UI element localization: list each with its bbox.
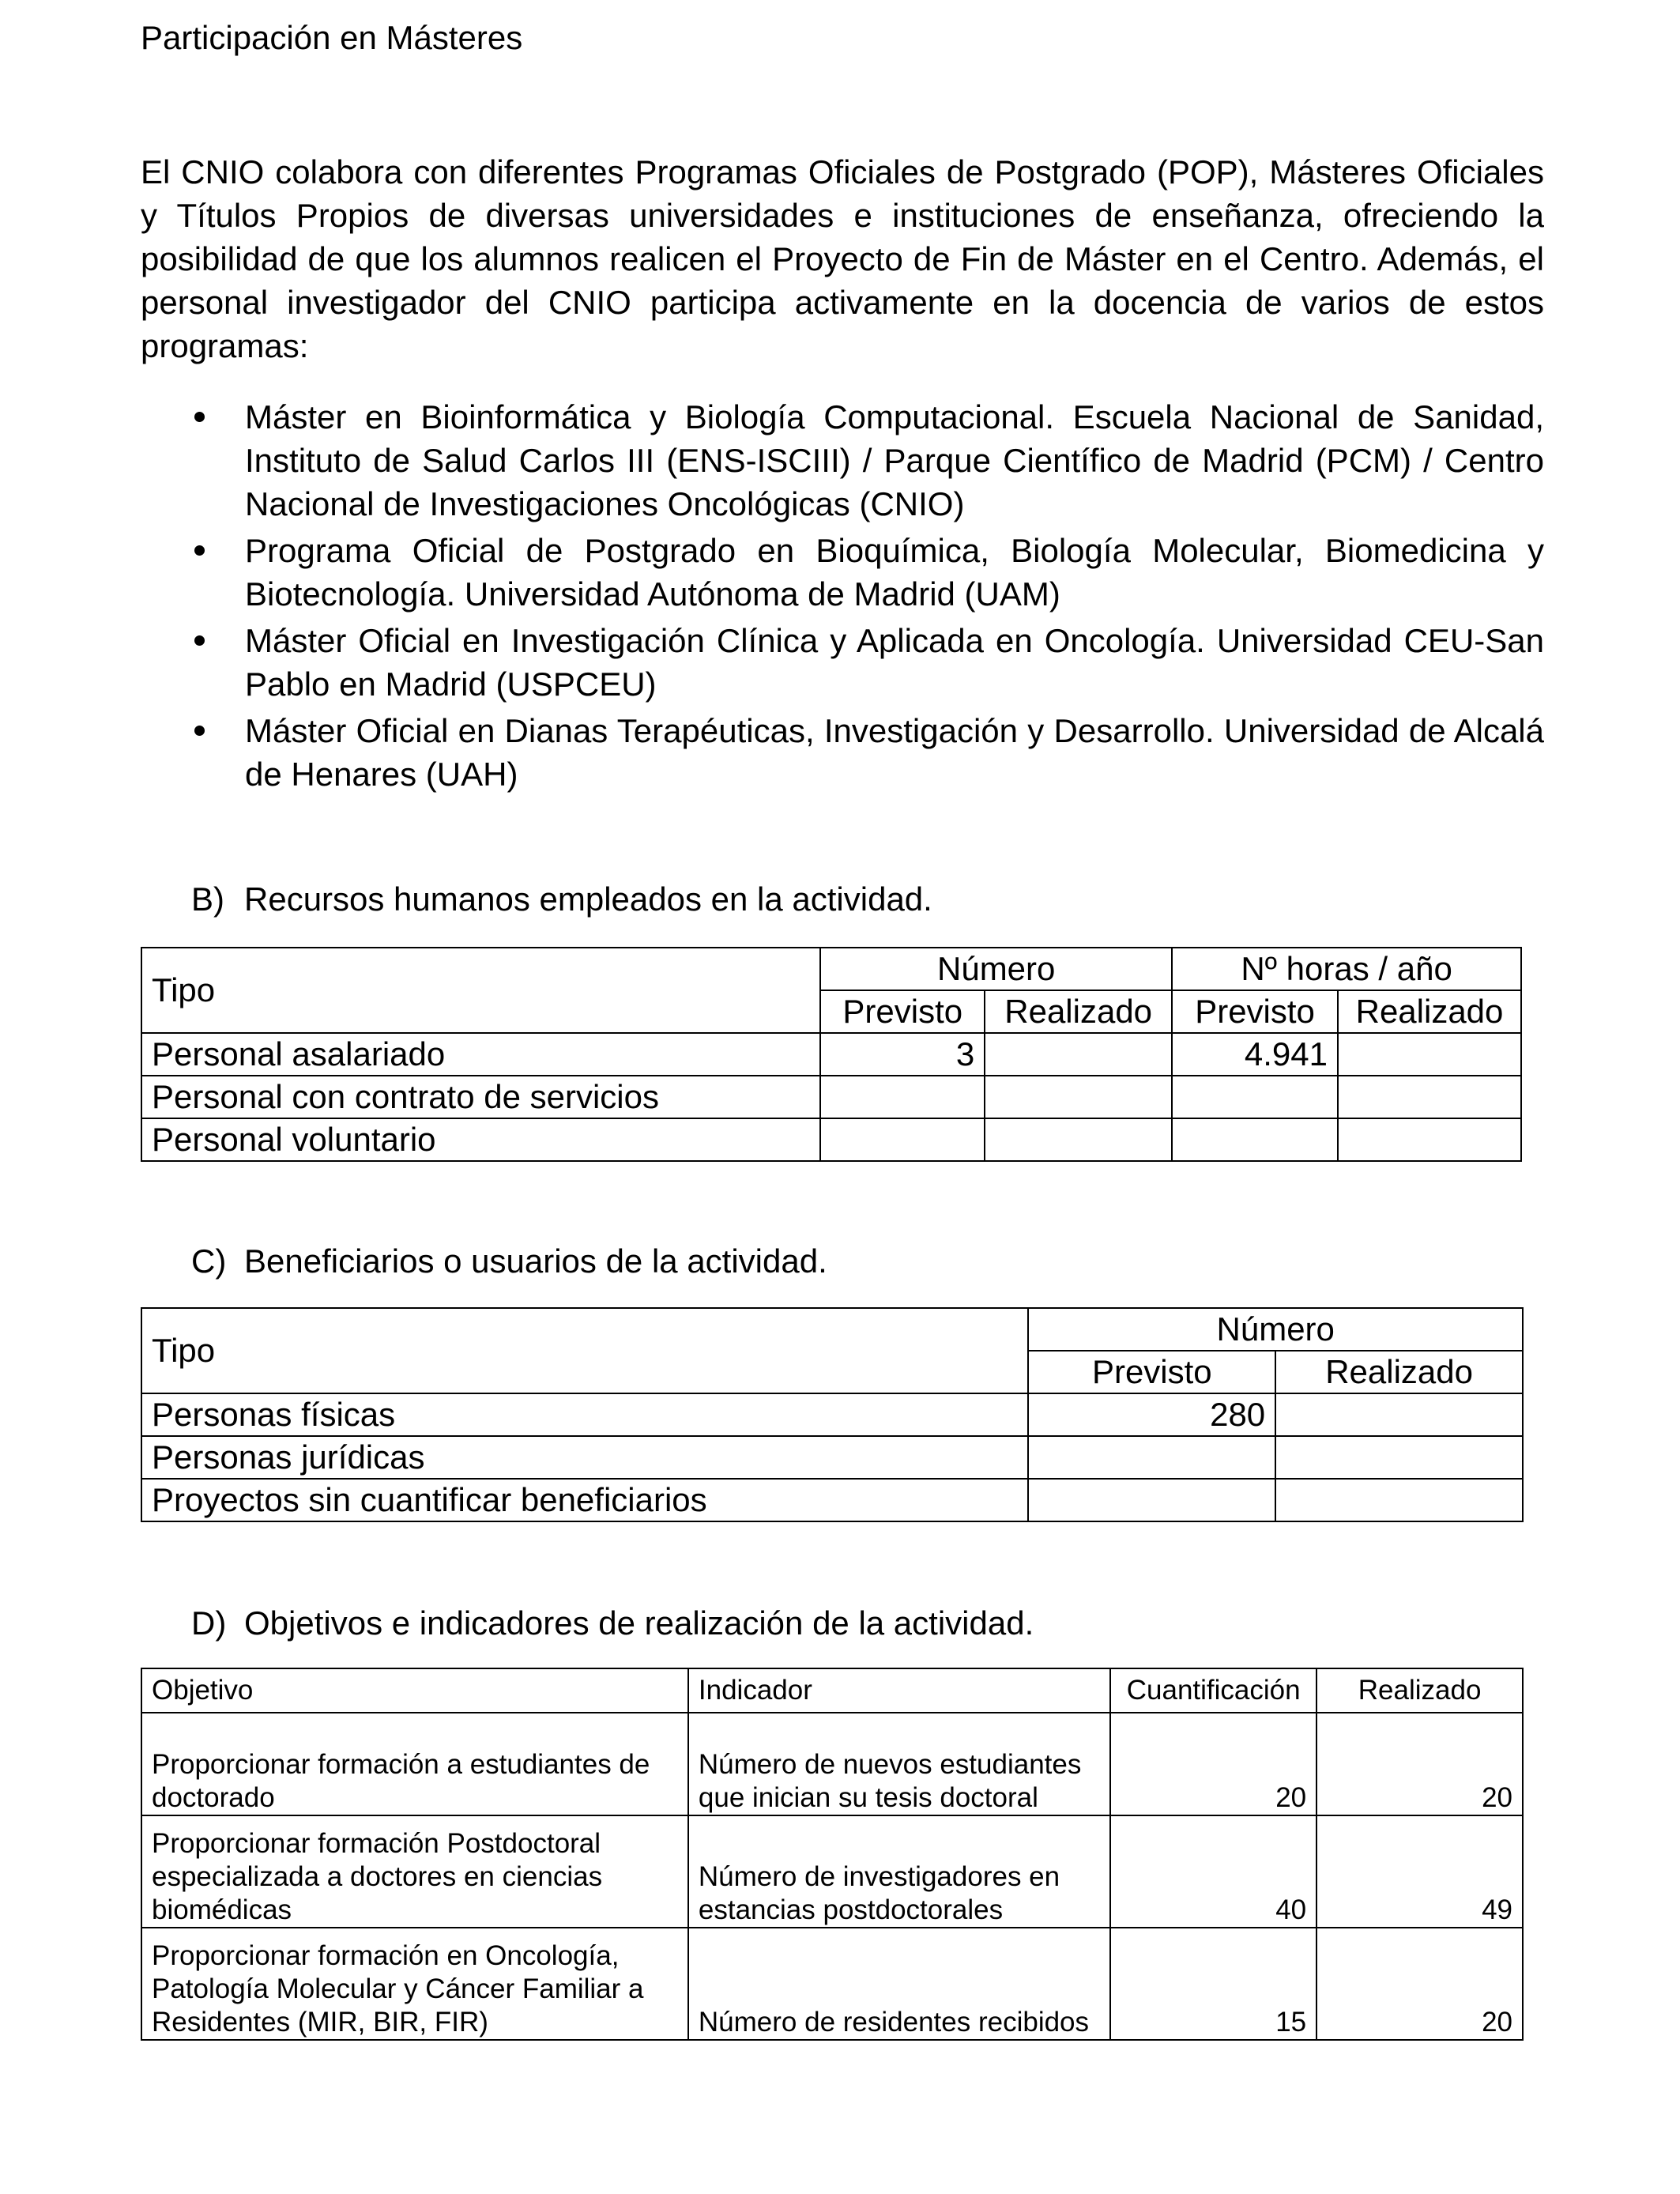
cell-horas-realizado — [1338, 1118, 1521, 1161]
program-text: Máster Oficial en Investigación Clínica y Aplicada en Oncología. Universidad CEU-San Pablo en Madrid (USPCEU) — [245, 622, 1544, 703]
cell-num-realizado — [985, 1118, 1172, 1161]
table-header-cuantificacion: Cuantificación — [1110, 1668, 1317, 1713]
section-letter: D) — [191, 1604, 227, 1642]
table-header-numero: Número — [1028, 1308, 1523, 1351]
table-header-realizado: Realizado — [1275, 1351, 1523, 1393]
table-header-realizado: Realizado — [1317, 1668, 1523, 1713]
list-item — [141, 619, 1544, 706]
table-row — [141, 1393, 1523, 1436]
cell-num-realizado — [985, 1033, 1172, 1076]
cell-horas-previsto — [1172, 1076, 1338, 1118]
table-header-previsto: Previsto — [1172, 990, 1338, 1033]
section-b-title — [191, 877, 932, 922]
program-list — [141, 395, 1544, 799]
human-resources-table — [141, 947, 1522, 1162]
section-c-title — [191, 1239, 827, 1284]
table-header-realizado: Realizado — [1338, 990, 1521, 1033]
cell-realizado: 49 — [1317, 1815, 1523, 1928]
table-row — [141, 1815, 1523, 1928]
table-row — [141, 1118, 1521, 1161]
table-row — [141, 1436, 1523, 1479]
table-header-tipo: Tipo — [141, 948, 820, 1033]
cell-realizado — [1275, 1393, 1523, 1436]
section-letter: B) — [191, 880, 224, 918]
section-title-text: Objetivos e indicadores de realización de la actividad. — [244, 1604, 1034, 1642]
cell-horas-previsto — [1172, 1118, 1338, 1161]
cell-horas-realizado — [1338, 1033, 1521, 1076]
table-header-tipo: Tipo — [141, 1308, 1028, 1393]
cell-indicador: Número de investigadores en estancias postdoctorales — [688, 1815, 1110, 1928]
page-heading: Participación en Másteres — [141, 19, 523, 56]
program-text: Máster Oficial en Dianas Terapéuticas, Investigación y Desarrollo. Universidad de Alcalá de Henares (UAH) — [245, 712, 1544, 793]
table-header-objetivo: Objetivo — [141, 1668, 688, 1713]
table-row — [141, 1033, 1521, 1076]
table-row — [141, 1076, 1521, 1118]
cell-tipo: Personal asalariado — [141, 1033, 820, 1076]
cell-previsto — [1028, 1479, 1275, 1521]
section-title-text: Recursos humanos empleados en la actividad. — [244, 880, 932, 918]
objectives-table — [141, 1668, 1524, 2041]
cell-realizado — [1275, 1436, 1523, 1479]
cell-indicador: Número de nuevos estudiantes que inician su tesis doctoral — [688, 1713, 1110, 1815]
section-letter: C) — [191, 1242, 227, 1280]
table-header-indicador: Indicador — [688, 1668, 1110, 1713]
cell-num-realizado — [985, 1076, 1172, 1118]
cell-cuantificacion: 15 — [1110, 1928, 1317, 2040]
cell-cuantificacion: 40 — [1110, 1815, 1317, 1928]
bullet-icon — [194, 412, 205, 422]
cell-num-previsto — [820, 1118, 985, 1161]
cell-realizado: 20 — [1317, 1713, 1523, 1815]
beneficiaries-table — [141, 1307, 1524, 1522]
cell-num-previsto: 3 — [820, 1033, 985, 1076]
cell-tipo: Proyectos sin cuantificar beneficiarios — [141, 1479, 1028, 1521]
intro-paragraph: El CNIO colabora con diferentes Programas Oficiales de Postgrado (POP), Másteres Oficiales y Títulos Propios de diversas universidades e instituciones de enseñanza, ofreciendo la posibilidad de que los alumnos realicen el Proyecto de Fin de Máster en el Centro. Además, el personal investigador del CNIO participa activamente en la docencia de varios de estos programas: — [141, 153, 1544, 364]
table-row — [141, 1928, 1523, 2040]
cell-objetivo: Proporcionar formación en Oncología, Patología Molecular y Cáncer Familiar a Residentes (MIR, BIR, FIR) — [141, 1928, 688, 2040]
section-title-text: Beneficiarios o usuarios de la actividad. — [244, 1242, 827, 1280]
section-d-title — [191, 1601, 1034, 1646]
list-item — [141, 529, 1544, 616]
table-row — [141, 1479, 1523, 1521]
list-item — [141, 395, 1544, 526]
cell-tipo: Personas jurídicas — [141, 1436, 1028, 1479]
table-header-numero: Número — [820, 948, 1172, 990]
cell-objetivo: Proporcionar formación a estudiantes de doctorado — [141, 1713, 688, 1815]
table-header-previsto: Previsto — [820, 990, 985, 1033]
bullet-icon — [194, 635, 205, 646]
program-text: Máster en Bioinformática y Biología Computacional. Escuela Nacional de Sanidad, Instituto de Salud Carlos III (ENS-ISCIII) / Parque Científico de Madrid (PCM) / Centro Nacional de Investigaciones Oncológicas (CNIO) — [245, 398, 1544, 522]
cell-previsto — [1028, 1436, 1275, 1479]
cell-previsto: 280 — [1028, 1393, 1275, 1436]
cell-indicador: Número de residentes recibidos — [688, 1928, 1110, 2040]
cell-realizado — [1275, 1479, 1523, 1521]
program-text: Programa Oficial de Postgrado en Bioquímica, Biología Molecular, Biomedicina y Biotecnología. Universidad Autónoma de Madrid (UAM) — [245, 532, 1544, 613]
cell-cuantificacion: 20 — [1110, 1713, 1317, 1815]
table-row — [141, 1713, 1523, 1815]
cell-tipo: Personal voluntario — [141, 1118, 820, 1161]
list-item — [141, 709, 1544, 796]
bullet-icon — [194, 726, 205, 736]
cell-horas-realizado — [1338, 1076, 1521, 1118]
table-header-horas: Nº horas / año — [1172, 948, 1521, 990]
bullet-icon — [194, 545, 205, 556]
cell-num-previsto — [820, 1076, 985, 1118]
table-header-previsto: Previsto — [1028, 1351, 1275, 1393]
cell-horas-previsto: 4.941 — [1172, 1033, 1338, 1076]
cell-objetivo: Proporcionar formación Postdoctoral especializada a doctores en ciencias biomédicas — [141, 1815, 688, 1928]
cell-tipo: Personas físicas — [141, 1393, 1028, 1436]
cell-realizado: 20 — [1317, 1928, 1523, 2040]
table-header-realizado: Realizado — [985, 990, 1172, 1033]
cell-tipo: Personal con contrato de servicios — [141, 1076, 820, 1118]
